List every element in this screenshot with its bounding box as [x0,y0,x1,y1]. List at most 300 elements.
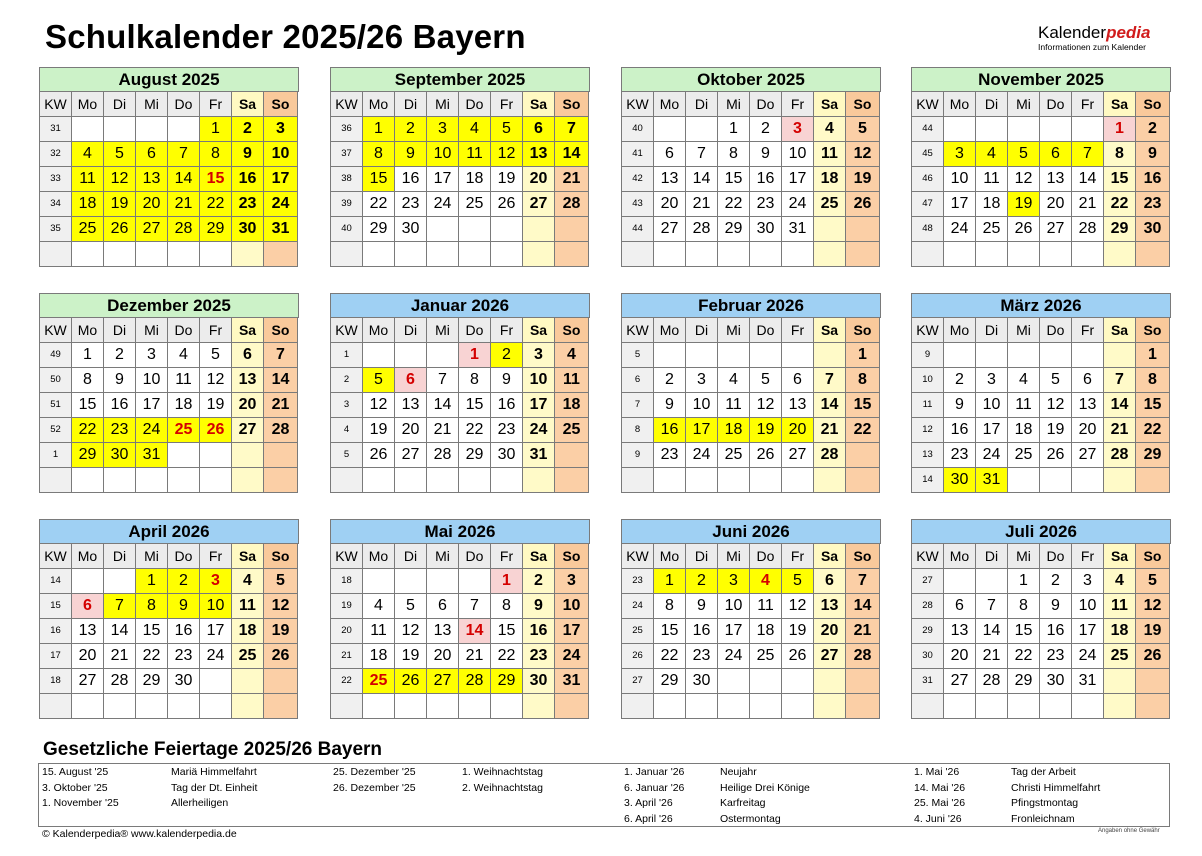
day-cell[interactable]: 27 [814,644,846,669]
day-cell[interactable]: 22 [136,644,168,669]
day-cell[interactable]: 17 [976,418,1008,443]
day-cell[interactable]: 1 [363,117,395,142]
day-cell[interactable]: 8 [200,142,232,167]
day-cell[interactable]: 31 [1072,669,1104,694]
day-cell[interactable]: 14 [459,619,491,644]
day-cell[interactable]: 14 [1072,167,1104,192]
day-cell[interactable]: 13 [1040,167,1072,192]
day-cell[interactable]: 14 [1104,393,1136,418]
day-cell[interactable]: 4 [718,368,750,393]
day-cell[interactable]: 23 [944,443,976,468]
day-cell[interactable]: 20 [1072,418,1104,443]
day-cell[interactable]: 12 [846,142,880,167]
day-cell[interactable]: 30 [750,217,782,242]
day-cell[interactable]: 23 [232,192,264,217]
day-cell[interactable]: 16 [104,393,136,418]
day-cell[interactable]: 18 [814,167,846,192]
day-cell[interactable]: 22 [654,644,686,669]
day-cell[interactable]: 6 [72,594,104,619]
day-cell[interactable]: 17 [136,393,168,418]
day-cell[interactable]: 22 [200,192,232,217]
day-cell[interactable]: 27 [654,217,686,242]
day-cell[interactable]: 12 [782,594,814,619]
day-cell[interactable]: 28 [686,217,718,242]
day-cell[interactable]: 14 [846,594,880,619]
day-cell[interactable]: 29 [1104,217,1136,242]
day-cell[interactable]: 19 [782,619,814,644]
day-cell[interactable]: 12 [1008,167,1040,192]
day-cell[interactable]: 21 [686,192,718,217]
day-cell[interactable]: 12 [264,594,298,619]
day-cell[interactable]: 1 [72,343,104,368]
day-cell[interactable]: 27 [136,217,168,242]
day-cell[interactable]: 10 [718,594,750,619]
day-cell[interactable]: 16 [1136,167,1170,192]
day-cell[interactable]: 25 [750,644,782,669]
day-cell[interactable]: 3 [523,343,555,368]
day-cell[interactable]: 18 [718,418,750,443]
day-cell[interactable]: 27 [427,669,459,694]
day-cell[interactable]: 28 [168,217,200,242]
day-cell[interactable]: 14 [976,619,1008,644]
day-cell[interactable]: 4 [750,569,782,594]
day-cell[interactable]: 8 [654,594,686,619]
day-cell[interactable]: 29 [363,217,395,242]
day-cell[interactable]: 25 [72,217,104,242]
day-cell[interactable]: 9 [944,393,976,418]
day-cell[interactable]: 16 [491,393,523,418]
day-cell[interactable]: 16 [1040,619,1072,644]
day-cell[interactable]: 30 [168,669,200,694]
day-cell[interactable]: 29 [1136,443,1170,468]
day-cell[interactable]: 23 [523,644,555,669]
day-cell[interactable]: 16 [750,167,782,192]
day-cell[interactable]: 31 [555,669,589,694]
day-cell[interactable]: 9 [750,142,782,167]
day-cell[interactable]: 13 [232,368,264,393]
day-cell[interactable]: 26 [395,669,427,694]
day-cell[interactable]: 25 [363,669,395,694]
day-cell[interactable]: 2 [654,368,686,393]
day-cell[interactable]: 13 [814,594,846,619]
day-cell[interactable]: 5 [200,343,232,368]
day-cell[interactable]: 12 [1040,393,1072,418]
day-cell[interactable]: 15 [363,167,395,192]
day-cell[interactable]: 19 [1008,192,1040,217]
day-cell[interactable]: 14 [427,393,459,418]
day-cell[interactable]: 10 [976,393,1008,418]
day-cell[interactable]: 11 [750,594,782,619]
day-cell[interactable]: 24 [136,418,168,443]
day-cell[interactable]: 11 [232,594,264,619]
day-cell[interactable]: 25 [555,418,589,443]
day-cell[interactable]: 17 [782,167,814,192]
day-cell[interactable]: 18 [555,393,589,418]
day-cell[interactable]: 29 [1008,669,1040,694]
day-cell[interactable]: 19 [363,418,395,443]
day-cell[interactable]: 9 [232,142,264,167]
day-cell[interactable]: 21 [814,418,846,443]
day-cell[interactable]: 13 [654,167,686,192]
day-cell[interactable]: 20 [523,167,555,192]
day-cell[interactable]: 25 [976,217,1008,242]
day-cell[interactable]: 25 [168,418,200,443]
day-cell[interactable]: 21 [976,644,1008,669]
day-cell[interactable]: 26 [491,192,523,217]
day-cell[interactable]: 7 [814,368,846,393]
day-cell[interactable]: 8 [491,594,523,619]
day-cell[interactable]: 18 [1008,418,1040,443]
day-cell[interactable]: 4 [555,343,589,368]
day-cell[interactable]: 16 [944,418,976,443]
day-cell[interactable]: 5 [750,368,782,393]
day-cell[interactable]: 12 [491,142,523,167]
day-cell[interactable]: 4 [72,142,104,167]
day-cell[interactable]: 17 [718,619,750,644]
day-cell[interactable]: 3 [686,368,718,393]
day-cell[interactable]: 23 [395,192,427,217]
day-cell[interactable]: 15 [459,393,491,418]
day-cell[interactable]: 3 [782,117,814,142]
day-cell[interactable]: 5 [264,569,298,594]
day-cell[interactable]: 30 [523,669,555,694]
day-cell[interactable]: 23 [1136,192,1170,217]
day-cell[interactable]: 3 [555,569,589,594]
day-cell[interactable]: 18 [976,192,1008,217]
day-cell[interactable]: 22 [1008,644,1040,669]
day-cell[interactable]: 6 [232,343,264,368]
day-cell[interactable]: 17 [1072,619,1104,644]
day-cell[interactable]: 23 [1040,644,1072,669]
day-cell[interactable]: 10 [944,167,976,192]
day-cell[interactable]: 5 [491,117,523,142]
day-cell[interactable]: 23 [686,644,718,669]
day-cell[interactable]: 22 [363,192,395,217]
day-cell[interactable]: 29 [718,217,750,242]
day-cell[interactable]: 31 [976,468,1008,493]
day-cell[interactable]: 14 [168,167,200,192]
day-cell[interactable]: 13 [427,619,459,644]
day-cell[interactable]: 27 [782,443,814,468]
day-cell[interactable]: 6 [654,142,686,167]
day-cell[interactable]: 17 [686,418,718,443]
day-cell[interactable]: 9 [491,368,523,393]
day-cell[interactable]: 10 [264,142,298,167]
day-cell[interactable]: 21 [846,619,880,644]
day-cell[interactable]: 15 [718,167,750,192]
day-cell[interactable]: 15 [491,619,523,644]
day-cell[interactable]: 5 [363,368,395,393]
day-cell[interactable]: 15 [72,393,104,418]
day-cell[interactable]: 1 [654,569,686,594]
day-cell[interactable]: 28 [1072,217,1104,242]
day-cell[interactable]: 2 [750,117,782,142]
day-cell[interactable]: 22 [459,418,491,443]
day-cell[interactable]: 6 [782,368,814,393]
day-cell[interactable]: 7 [104,594,136,619]
day-cell[interactable]: 11 [1104,594,1136,619]
day-cell[interactable]: 8 [72,368,104,393]
day-cell[interactable]: 19 [395,644,427,669]
day-cell[interactable]: 26 [363,443,395,468]
day-cell[interactable]: 11 [72,167,104,192]
day-cell[interactable]: 11 [814,142,846,167]
day-cell[interactable]: 6 [395,368,427,393]
day-cell[interactable]: 15 [200,167,232,192]
day-cell[interactable]: 13 [782,393,814,418]
day-cell[interactable]: 22 [718,192,750,217]
day-cell[interactable]: 9 [395,142,427,167]
day-cell[interactable]: 30 [1136,217,1170,242]
day-cell[interactable]: 6 [523,117,555,142]
day-cell[interactable]: 7 [1104,368,1136,393]
day-cell[interactable]: 22 [846,418,880,443]
day-cell[interactable]: 1 [200,117,232,142]
day-cell[interactable]: 3 [718,569,750,594]
day-cell[interactable]: 23 [168,644,200,669]
day-cell[interactable]: 25 [232,644,264,669]
day-cell[interactable]: 4 [232,569,264,594]
day-cell[interactable]: 26 [1040,443,1072,468]
day-cell[interactable]: 27 [395,443,427,468]
day-cell[interactable]: 28 [976,669,1008,694]
day-cell[interactable]: 14 [814,393,846,418]
day-cell[interactable]: 29 [654,669,686,694]
day-cell[interactable]: 26 [200,418,232,443]
day-cell[interactable]: 19 [846,167,880,192]
day-cell[interactable]: 27 [523,192,555,217]
day-cell[interactable]: 28 [814,443,846,468]
day-cell[interactable]: 24 [1072,644,1104,669]
day-cell[interactable]: 23 [654,443,686,468]
day-cell[interactable]: 4 [814,117,846,142]
day-cell[interactable]: 13 [523,142,555,167]
day-cell[interactable]: 1 [491,569,523,594]
day-cell[interactable]: 11 [718,393,750,418]
day-cell[interactable]: 5 [782,569,814,594]
day-cell[interactable]: 13 [944,619,976,644]
day-cell[interactable]: 7 [264,343,298,368]
day-cell[interactable]: 24 [782,192,814,217]
day-cell[interactable]: 24 [264,192,298,217]
day-cell[interactable]: 26 [264,644,298,669]
day-cell[interactable]: 26 [782,644,814,669]
day-cell[interactable]: 10 [555,594,589,619]
day-cell[interactable]: 9 [104,368,136,393]
day-cell[interactable]: 6 [1040,142,1072,167]
day-cell[interactable]: 7 [846,569,880,594]
day-cell[interactable]: 10 [782,142,814,167]
day-cell[interactable]: 9 [1040,594,1072,619]
day-cell[interactable]: 20 [395,418,427,443]
day-cell[interactable]: 11 [363,619,395,644]
footer-copyright[interactable]: © Kalenderpedia® www.kalenderpedia.de [42,828,237,840]
day-cell[interactable]: 21 [427,418,459,443]
day-cell[interactable]: 31 [782,217,814,242]
day-cell[interactable]: 2 [491,343,523,368]
day-cell[interactable]: 4 [168,343,200,368]
day-cell[interactable]: 2 [523,569,555,594]
day-cell[interactable]: 28 [846,644,880,669]
day-cell[interactable]: 27 [1040,217,1072,242]
day-cell[interactable]: 5 [846,117,880,142]
day-cell[interactable]: 19 [1136,619,1170,644]
day-cell[interactable]: 26 [104,217,136,242]
day-cell[interactable]: 4 [363,594,395,619]
day-cell[interactable]: 8 [459,368,491,393]
day-cell[interactable]: 30 [1040,669,1072,694]
day-cell[interactable]: 2 [104,343,136,368]
day-cell[interactable]: 3 [264,117,298,142]
day-cell[interactable]: 27 [232,418,264,443]
day-cell[interactable]: 21 [555,167,589,192]
day-cell[interactable]: 8 [1104,142,1136,167]
day-cell[interactable]: 28 [427,443,459,468]
day-cell[interactable]: 22 [491,644,523,669]
day-cell[interactable]: 19 [491,167,523,192]
day-cell[interactable]: 20 [654,192,686,217]
day-cell[interactable]: 10 [427,142,459,167]
day-cell[interactable]: 15 [846,393,880,418]
day-cell[interactable]: 10 [686,393,718,418]
day-cell[interactable]: 7 [686,142,718,167]
day-cell[interactable]: 16 [395,167,427,192]
day-cell[interactable]: 1 [459,343,491,368]
day-cell[interactable]: 1 [718,117,750,142]
day-cell[interactable]: 1 [846,343,880,368]
day-cell[interactable]: 5 [1008,142,1040,167]
day-cell[interactable]: 24 [718,644,750,669]
day-cell[interactable]: 4 [1104,569,1136,594]
day-cell[interactable]: 21 [1072,192,1104,217]
day-cell[interactable]: 15 [1104,167,1136,192]
day-cell[interactable]: 11 [168,368,200,393]
day-cell[interactable]: 8 [1136,368,1170,393]
day-cell[interactable]: 5 [1040,368,1072,393]
day-cell[interactable]: 12 [200,368,232,393]
day-cell[interactable]: 24 [555,644,589,669]
day-cell[interactable]: 21 [459,644,491,669]
day-cell[interactable]: 2 [1040,569,1072,594]
day-cell[interactable]: 28 [1104,443,1136,468]
day-cell[interactable]: 26 [1136,644,1170,669]
day-cell[interactable]: 20 [1040,192,1072,217]
day-cell[interactable]: 17 [200,619,232,644]
day-cell[interactable]: 29 [491,669,523,694]
day-cell[interactable]: 9 [654,393,686,418]
day-cell[interactable]: 9 [168,594,200,619]
day-cell[interactable]: 31 [264,217,298,242]
day-cell[interactable]: 5 [1136,569,1170,594]
day-cell[interactable]: 18 [72,192,104,217]
day-cell[interactable]: 5 [104,142,136,167]
day-cell[interactable]: 6 [427,594,459,619]
day-cell[interactable]: 22 [72,418,104,443]
day-cell[interactable]: 20 [232,393,264,418]
day-cell[interactable]: 18 [750,619,782,644]
day-cell[interactable]: 12 [750,393,782,418]
day-cell[interactable]: 23 [491,418,523,443]
day-cell[interactable]: 20 [944,644,976,669]
day-cell[interactable]: 3 [427,117,459,142]
day-cell[interactable]: 7 [555,117,589,142]
day-cell[interactable]: 30 [491,443,523,468]
day-cell[interactable]: 18 [168,393,200,418]
day-cell[interactable]: 10 [1072,594,1104,619]
day-cell[interactable]: 7 [168,142,200,167]
day-cell[interactable]: 1 [136,569,168,594]
day-cell[interactable]: 2 [168,569,200,594]
day-cell[interactable]: 13 [395,393,427,418]
day-cell[interactable]: 27 [1072,443,1104,468]
day-cell[interactable]: 11 [555,368,589,393]
day-cell[interactable]: 7 [1072,142,1104,167]
day-cell[interactable]: 2 [395,117,427,142]
day-cell[interactable]: 20 [72,644,104,669]
day-cell[interactable]: 7 [427,368,459,393]
day-cell[interactable]: 25 [814,192,846,217]
day-cell[interactable]: 12 [395,619,427,644]
day-cell[interactable]: 11 [976,167,1008,192]
day-cell[interactable]: 3 [976,368,1008,393]
day-cell[interactable]: 19 [264,619,298,644]
day-cell[interactable]: 26 [1008,217,1040,242]
day-cell[interactable]: 17 [944,192,976,217]
day-cell[interactable]: 18 [363,644,395,669]
day-cell[interactable]: 2 [232,117,264,142]
day-cell[interactable]: 2 [944,368,976,393]
day-cell[interactable]: 28 [104,669,136,694]
day-cell[interactable]: 3 [136,343,168,368]
day-cell[interactable]: 29 [72,443,104,468]
day-cell[interactable]: 3 [1072,569,1104,594]
day-cell[interactable]: 2 [1136,117,1170,142]
day-cell[interactable]: 24 [976,443,1008,468]
day-cell[interactable]: 15 [1008,619,1040,644]
day-cell[interactable]: 19 [104,192,136,217]
day-cell[interactable]: 3 [200,569,232,594]
day-cell[interactable]: 9 [1136,142,1170,167]
day-cell[interactable]: 8 [363,142,395,167]
day-cell[interactable]: 16 [686,619,718,644]
day-cell[interactable]: 7 [976,594,1008,619]
day-cell[interactable]: 15 [654,619,686,644]
day-cell[interactable]: 20 [814,619,846,644]
day-cell[interactable]: 4 [1008,368,1040,393]
day-cell[interactable]: 15 [136,619,168,644]
day-cell[interactable]: 23 [750,192,782,217]
day-cell[interactable]: 6 [1072,368,1104,393]
day-cell[interactable]: 12 [1136,594,1170,619]
day-cell[interactable]: 24 [427,192,459,217]
day-cell[interactable]: 30 [686,669,718,694]
day-cell[interactable]: 25 [718,443,750,468]
day-cell[interactable]: 16 [168,619,200,644]
day-cell[interactable]: 22 [1136,418,1170,443]
day-cell[interactable]: 8 [1008,594,1040,619]
day-cell[interactable]: 19 [1040,418,1072,443]
day-cell[interactable]: 24 [200,644,232,669]
day-cell[interactable]: 31 [523,443,555,468]
day-cell[interactable]: 30 [395,217,427,242]
day-cell[interactable]: 31 [136,443,168,468]
day-cell[interactable]: 8 [718,142,750,167]
day-cell[interactable]: 1 [1008,569,1040,594]
day-cell[interactable]: 10 [200,594,232,619]
day-cell[interactable]: 21 [264,393,298,418]
day-cell[interactable]: 27 [72,669,104,694]
day-cell[interactable]: 16 [232,167,264,192]
